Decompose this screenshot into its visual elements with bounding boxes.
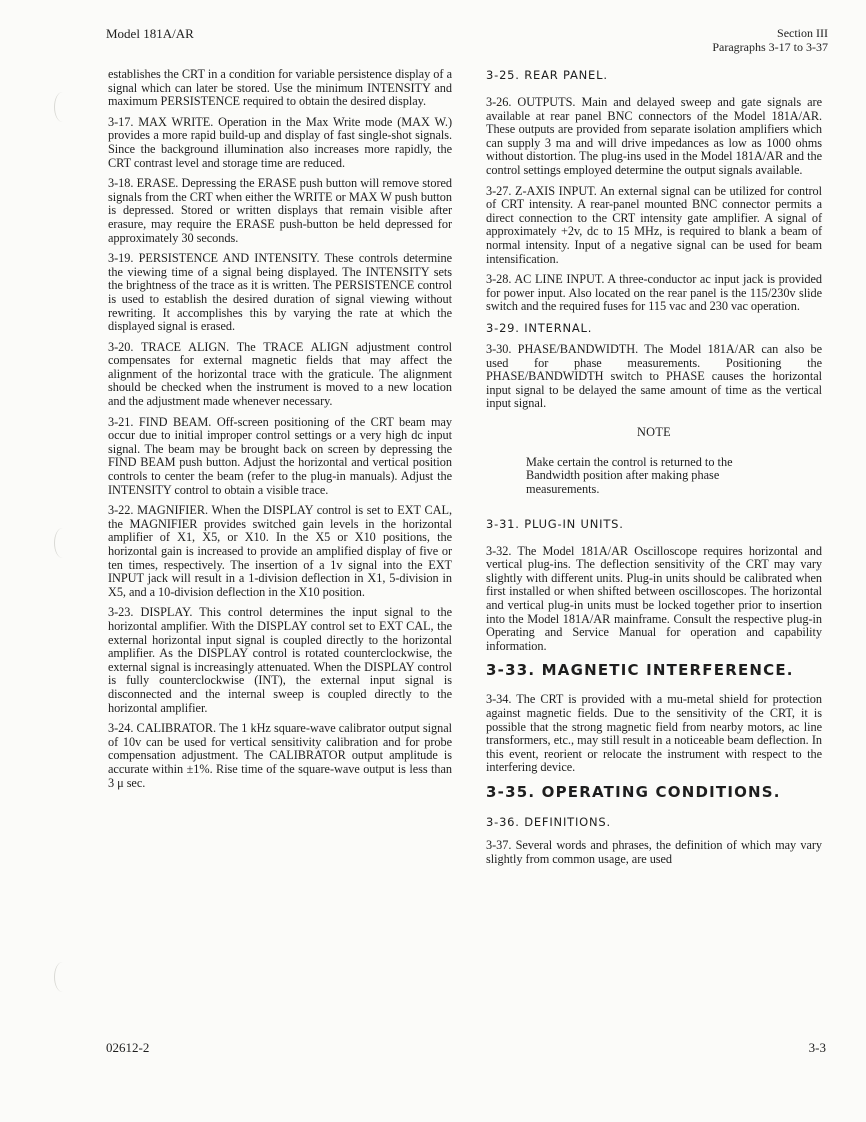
- paragraph-3-24: 3-24. CALIBRATOR. The 1 kHz square-wave calibrator output signal of 10v can be used for vertical sensitivity calibration and for probe compensation adjustment. The CALIBRATOR output amplitude is accurate within ±1%. Rise time of the square-wave output is less than 3 μ sec.: [108, 721, 452, 790]
- paragraph-3-20: 3-20. TRACE ALIGN. The TRACE ALIGN adjustment control compensates for external magnetic fields that may affect the alignment of the horizontal trace with the graticule. The alignment should be checked when the instrument is moved to a new location and the adjustment made whenever necessary.: [108, 339, 452, 409]
- paragraph-3-30: 3-30. PHASE/BANDWIDTH. The Model 181A/AR can also be used for phase measurements. Positioning the PHASE/BANDWIDTH switch to PHASE causes the horizontal input signal to be delayed the same amount of time as the vertical input signal.: [486, 341, 822, 411]
- header-model: Model 181A/AR: [106, 26, 194, 41]
- note-title: NOTE: [637, 424, 671, 439]
- paragraph-continuation: establishes the CRT in a condition for variable persistence display of a signal which can later be stored. Use the minimum INTENSITY and maximum PERSISTENCE required to obtain the desired display.: [108, 67, 452, 109]
- paragraph-3-19: 3-19. PERSISTENCE AND INTENSITY. These controls determine the viewing time of a signal being displayed. The INTENSITY sets the brightness of the trace as it is written. The PERSISTENCE control is used to establish the desired duration of signal viewing without rewriting. It accomplishes this by varying the rate at which the displayed signal is erased.: [108, 251, 452, 334]
- left-column: [108, 68, 452, 797]
- paragraph-3-17: 3-17. MAX WRITE. Operation in the Max Write mode (MAX W.) provides a more rapid build-up and display of fast single-shot signals. Since the background illumination also increases more rapidly, the CRT contrast level and storage time are reduced.: [108, 114, 452, 170]
- paragraph-3-27: 3-27. Z-AXIS INPUT. An external signal can be utilized for control of CRT intensity. A rear-panel mounted BNC connector permits a direct connection to the CRT intensity gate amplifier. A signal of approximately +2v, dc to 15 MHz, is required to blank a beam of normal intensity. Input of a negative signal can be used for beam intensification.: [486, 183, 822, 266]
- footer-page-number: 3-3: [808, 1040, 826, 1055]
- header-section: Section III: [777, 26, 828, 40]
- heading-3-25: 3-25. REAR PANEL.: [486, 68, 608, 82]
- heading-3-29: 3-29. INTERNAL.: [486, 320, 593, 335]
- heading-3-35: 3-35. OPERATING CONDITIONS.: [486, 782, 781, 801]
- paragraph-3-21: 3-21. FIND BEAM. Off-screen positioning of the CRT beam may occur due to initial improper control settings or a very high dc input signal. The beam may be brought back on screen by depressing the FIND BEAM push button. Adjust the horizontal and vertical position controls to center the beam (refer to the plug-in manuals). Adjust the INTENSITY control to obtain a visible trace.: [108, 414, 452, 497]
- paragraph-3-37: 3-37. Several words and phrases, the definition of which may vary slightly from common usage, are used: [486, 837, 822, 866]
- footer-doc-number: 02612-2: [106, 1040, 150, 1055]
- paragraph-3-23: 3-23. DISPLAY. This control determines the input signal to the horizontal amplifier. With the DISPLAY control set to EXT CAL, the external horizontal input signal is coupled directly to the horizontal amplifier. As the DISPLAY control is rotated counterclockwise, the external signal is increasingly attenuated. When the DISPLAY control is fully counterclockwise (INT), the external input signal is disconnected and the internal sweep is coupled directly to the horizontal amplifier.: [108, 605, 452, 715]
- binder-hole-top: [54, 92, 71, 122]
- paragraph-3-18: 3-18. ERASE. Depressing the ERASE push button will remove stored signals from the CRT when either the WRITE or MAX W push button is depressed. Stored or written displays that remain visible after erasure, may require the ERASE push-button be held depressed for approximately 30 seconds.: [108, 176, 452, 245]
- paragraph-3-22: 3-22. MAGNIFIER. When the DISPLAY control is set to EXT CAL, the MAGNIFIER provides switched gain levels in the horizontal amplifier of X1, X5, or X10. In the X5 or X10 positions, the horizontal gain is increased to provide an amplified display of five or ten times, respectively. The insertion of a 1v signal into the EXT INPUT jack will result in a 1-division deflection in X1, 5-division in X5, and a 10-division deflection in the X10 position.: [108, 503, 452, 599]
- paragraph-3-34: 3-34. The CRT is provided with a mu-metal shield for protection against magnetic fields. Due to the sensitivity of the CRT, it is possible that the strong magnetic field from nearby motors, ac line transformers, etc., may still result in a noticeable beam deflection. In this event, reorient or relocate the instrument with respect to the interfering device.: [486, 692, 822, 775]
- paragraph-3-26: 3-26. OUTPUTS. Main and delayed sweep and gate signals are available at rear panel BNC connectors of the Model 181A/AR. These outputs are provided from separate isolation amplifiers which can supply 3 ma and will drive impedances as low as 1000 ohms without distortion. The plug-ins used in the Model 181A/AR and the control settings employed determine the output signals available.: [486, 95, 822, 177]
- right-column: [486, 68, 822, 873]
- header-paragraphs: Paragraphs 3-17 to 3-37: [712, 40, 828, 54]
- heading-3-33: 3-33. MAGNETIC INTERFERENCE.: [486, 661, 794, 680]
- heading-3-36: 3-36. DEFINITIONS.: [486, 814, 611, 829]
- binder-hole-bottom: [54, 962, 71, 992]
- note-body: Make certain the control is returned to the Bandwidth position after making phase measurements.: [526, 454, 733, 497]
- paragraph-3-32: 3-32. The Model 181A/AR Oscilloscope requires horizontal and vertical plug-ins. The deflection sensitivity of the CRT may vary slightly with different units. Plug-in units should be calibrated when first installed or when shifted between oscilloscopes. The horizontal and vertical plug-in units must be locked together prior to insertion into the Model 181A/AR mainframe. Consult the respective plug-in Operating and Service Manual for operation and capability information.: [486, 543, 822, 653]
- heading-3-31: 3-31. PLUG-IN UNITS.: [486, 516, 624, 531]
- paragraph-3-28: 3-28. AC LINE INPUT. A three-conductor ac input jack is provided for power input. Also located on the rear panel is the 115/230v slide switch and the required fuses for 115 vac and 230 vac operation.: [486, 272, 822, 314]
- header-section-info: [712, 26, 828, 54]
- binder-hole-middle: [54, 528, 71, 558]
